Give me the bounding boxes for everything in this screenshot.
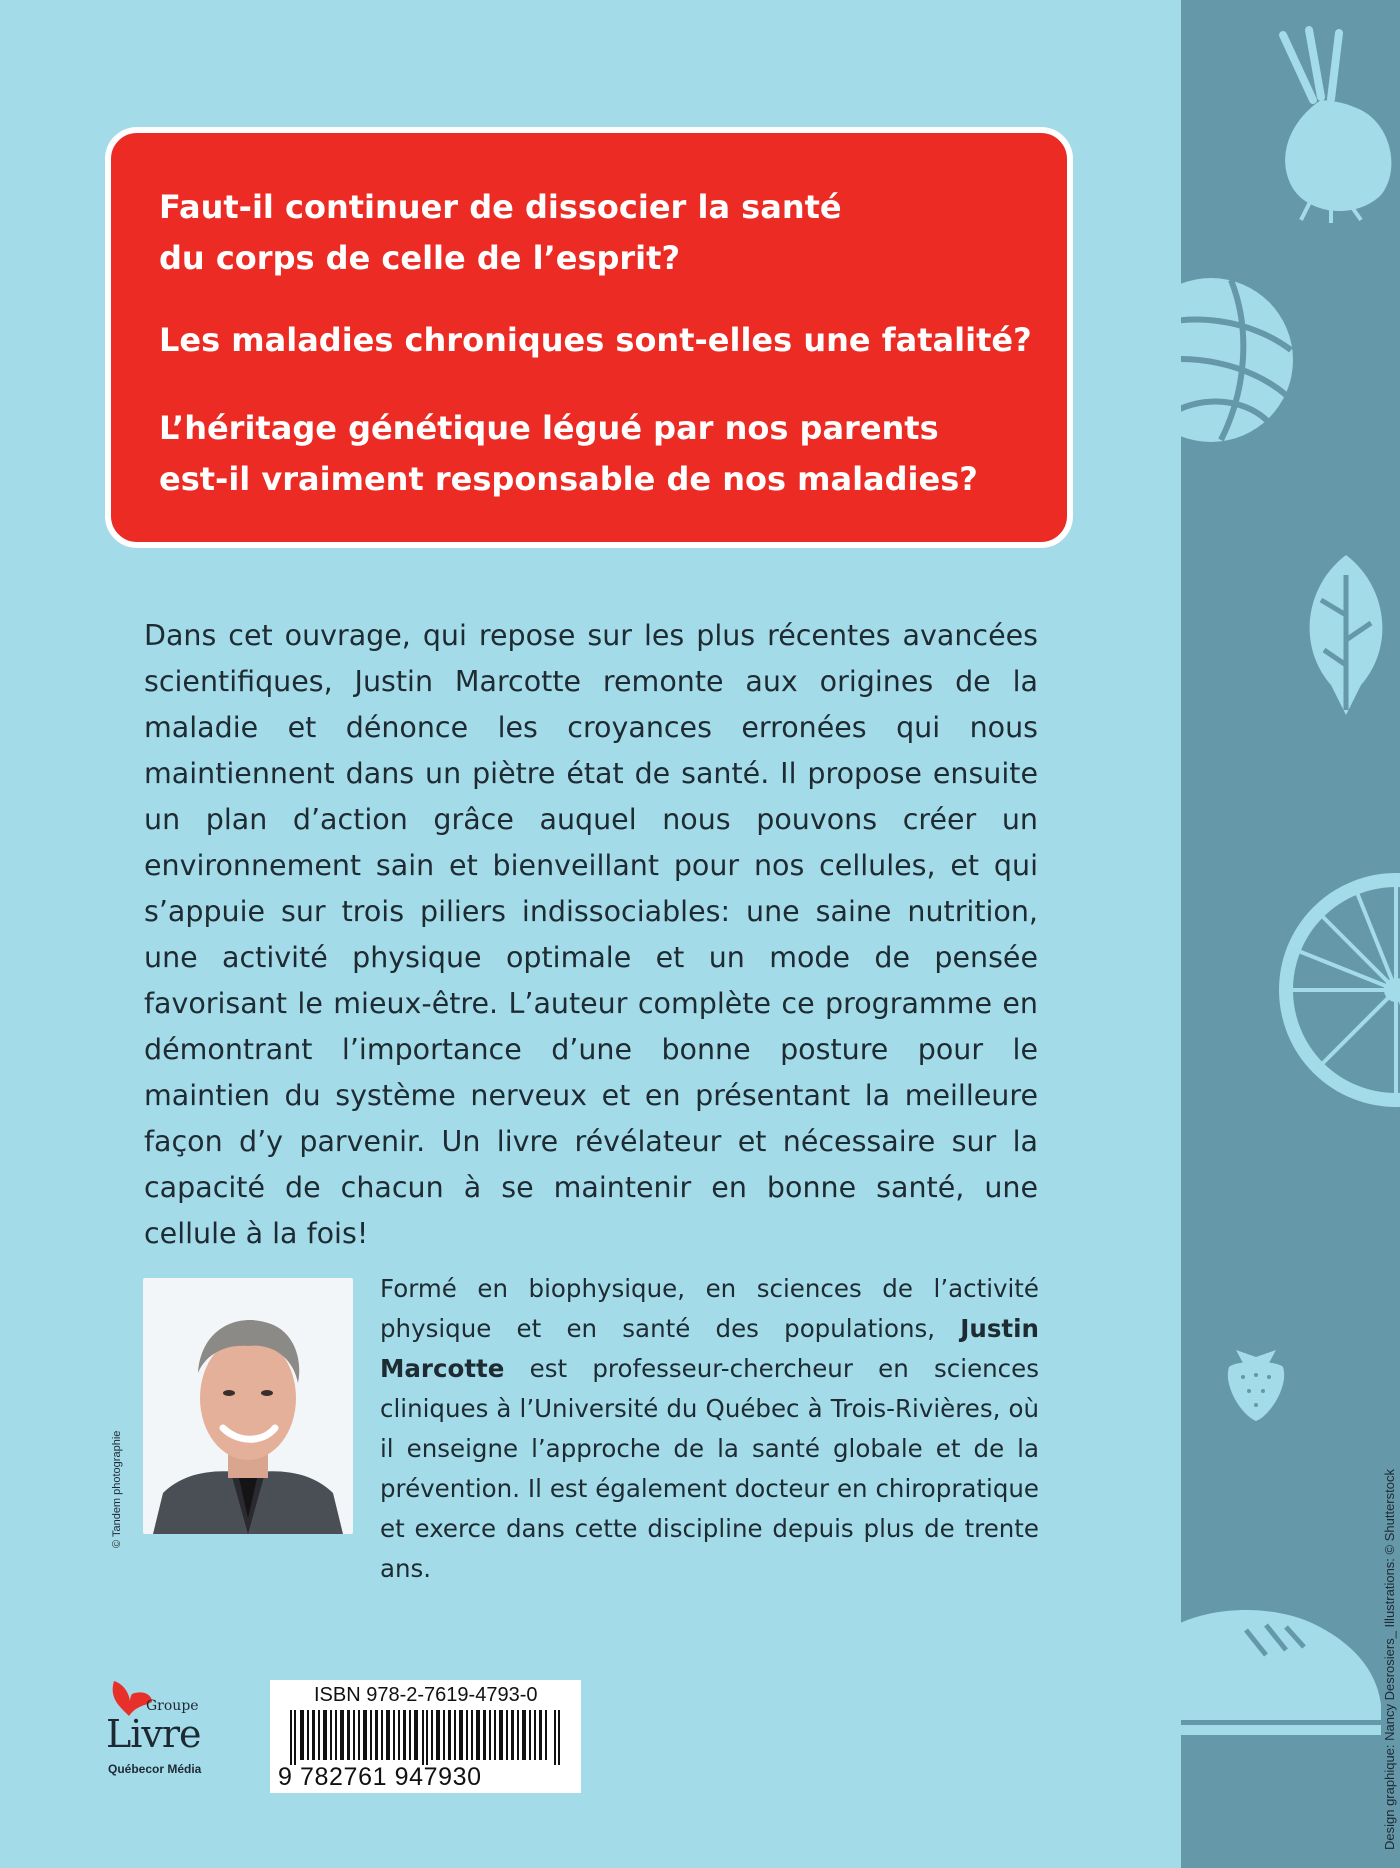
questions-box [105,127,1073,548]
yarn-ball-icon [1181,270,1331,450]
publisher-livre: Livre [106,1712,201,1756]
photo-credit: © Tandem photographie [111,1430,123,1548]
barcode-area [270,1680,581,1793]
onion-icon [1221,25,1396,225]
sneaker-icon [1181,1585,1396,1755]
author-photo [143,1278,353,1534]
publisher-media: Québecor Média [108,1762,202,1776]
isbn-label: ISBN 978-2-7619-4793-0 [314,1684,538,1706]
side-illustration-strip [1181,0,1400,1868]
question-1-line-1: Faut-il continuer de dissocier la santé [159,188,842,226]
barcode-number: 9 782761 947930 [278,1763,482,1791]
question-2: Les maladies chroniques sont-elles une fatalité? [159,321,1032,359]
design-credit: Design graphique: Nancy Desrosiers_ Illustrations: © Shutterstock [1382,1469,1397,1850]
question-1-line-2: du corps de celle de l’esprit? [159,239,680,277]
bio-rest: est professeur-chercheur en sciences cliniques à l’Université du Québec à Trois-Rivières, où il enseigne l’approche de la santé globale et de la prévention. Il est également docteur en chiropratique et exerce dans cette discipline depuis plus de trente ans. [380,1354,1039,1583]
question-3-line-2: est-il vraiment responsable de nos maladies? [159,460,978,498]
publisher-group: Groupe [146,1698,199,1714]
bicycle-wheel-icon [1276,870,1400,1110]
question-3-line-1: L’héritage génétique légué par nos parents [159,409,939,447]
bio-intro: Formé en biophysique, en sciences de l’activité physique et en santé des populations, [380,1274,1039,1343]
publisher-logo [76,1676,216,1796]
strawberry-icon [1221,1335,1291,1425]
book-description: Dans cet ouvrage, qui repose sur les plus récentes avancées scientifiques, Justin Marcotte remonte aux origines de la maladie et dénonce les croyances erronées qui nous maintiennent dans un piètre état de santé. Il propose ensuite un plan d’action grâce auquel nous pouvons créer un environnement sain et bienveillant pour nos cellules, et qui s’appuie sur trois piliers indissociables: une saine nutrition, une activité physique optimale et un mode de pensée favorisant le mieux-être. L’auteur complète ce programme en démontrant l’importance d’une bonne posture pour le maintien du système nerveux et en présentant la meilleure façon d’y parvenir. Un livre révélateur et nécessaire sur la capacité de chacun à se maintenir en bonne santé, une cellule à la fois! [144,619,1038,1250]
author-name: Justin Marcotte [380,1314,1039,1383]
author-bio [380,1269,1039,1589]
leaf-icon [1286,545,1400,725]
barcode-icon [290,1710,562,1765]
